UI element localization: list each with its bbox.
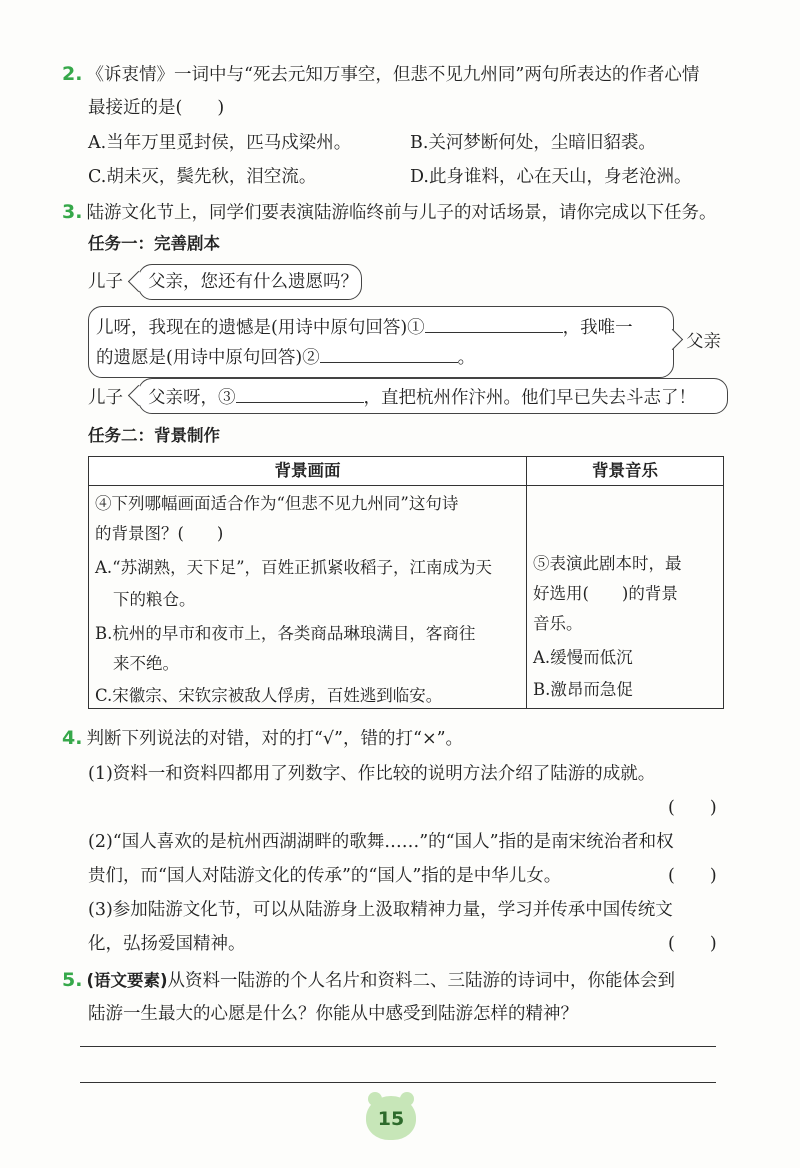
q2-number: 2. — [62, 63, 83, 85]
task2-title: 任务二：背景制作 — [88, 426, 220, 445]
q5-number: 5. — [62, 969, 83, 991]
scene-cell — [89, 486, 527, 709]
q3-sub4-option-a-line1: A.“苏湖熟，天下足”，百姓正抓紧收稻子，江南成为天 — [95, 558, 493, 577]
q2-option-a: A.当年万里觅封侯，匹马戍梁州。 — [88, 133, 352, 153]
son-label-2: 儿子 — [88, 388, 123, 408]
q2-option-b: B.关河梦断何处，尘暗旧貂裘。 — [410, 133, 656, 153]
father-line-1: 儿呀，我现在的遗憾是(用诗中原句回答)① ，我唯一 — [96, 314, 633, 340]
q4-number: 4. — [62, 727, 83, 749]
q3-stem: 3. 陆游文化节上，同学们要表演陆游临终前与儿子的对话场景，请你完成以下任务。 — [62, 201, 717, 223]
q3-sub5-option-b: B.激昂而急促 — [533, 680, 633, 699]
q4-statement-2-line1: (2)“国人喜欢的是杭州西湖湖畔的歌舞……”的“国人”指的是南宋统治者和权 — [88, 832, 674, 852]
q5-tag: (语文要素) — [86, 971, 168, 990]
q3-sub5-line3: 音乐。 — [533, 614, 583, 633]
music-cell — [527, 486, 724, 709]
q2-option-c: C.胡未灭，鬓先秋，泪空流。 — [88, 167, 317, 187]
answer-line-2[interactable] — [80, 1082, 716, 1083]
background-table — [88, 456, 724, 709]
father-line-2: 的遗愿是(用诗中原句回答)② 。 — [96, 344, 475, 370]
page-number: 15 — [366, 1096, 416, 1140]
q3-sub4-option-b-line1: B.杭州的早市和夜市上，各类商品琳琅满目，客商往 — [95, 624, 476, 643]
col-header-music: 背景音乐 — [527, 457, 724, 486]
task1-title: 任务一：完善剧本 — [88, 234, 220, 253]
q3-sub5-line2: 好选用( )的背景 — [533, 584, 678, 603]
q2-option-d: D.此身谁料，心在天山，身老沧洲。 — [410, 167, 692, 187]
answer-blank-1[interactable] — [425, 314, 563, 333]
father-label: 父亲 — [686, 332, 721, 352]
q4-answer-paren-1[interactable]: ( ) — [668, 798, 717, 818]
q4-stem: 4. 判断下列说法的对错，对的打“√”，错的打“×”。 — [62, 727, 464, 749]
q4-statement-3-line1: (3)参加陆游文化节，可以从陆游身上汲取精神力量，学习并传承中国传统文 — [88, 900, 673, 920]
q3-number: 3. — [62, 201, 83, 223]
q2-stem-line1: 2. 《诉衷情》一词中与“死去元知万事空，但悲不见九州同”两句所表达的作者心情 — [62, 63, 700, 85]
answer-blank-2[interactable] — [320, 344, 458, 363]
q3-sub5-line1: ⑤表演此剧本时，最 — [533, 554, 682, 573]
q4-answer-paren-3[interactable]: ( ) — [668, 934, 717, 954]
q3-sub4-option-b-line2: 来不绝。 — [113, 654, 179, 673]
q5-stem-line2: 陆游一生最大的心愿是什么？你能从中感受到陆游怎样的精神？ — [88, 1004, 578, 1024]
q2-stem-line2: 最接近的是( ) — [88, 98, 225, 118]
son-line-2: 父亲呀，③ ，直把杭州作汴州。他们早已失去斗志了！ — [148, 384, 696, 410]
q4-statement-2-line2: 贵们，而“国人对陆游文化的传承”的“国人”指的是中华儿女。 — [88, 866, 562, 886]
q3-sub5-option-a: A.缓慢而低沉 — [533, 648, 633, 667]
q5-stem-line1: 5. (语文要素)从资料一陆游的个人名片和资料二、三陆游的诗词中，你能体会到 — [62, 969, 676, 991]
son-label-1: 儿子 — [88, 272, 123, 292]
answer-line-1[interactable] — [80, 1046, 716, 1047]
q3-sub4-option-a-line2: 下的粮仓。 — [113, 590, 196, 609]
q4-answer-paren-2[interactable]: ( ) — [668, 866, 717, 886]
answer-blank-3[interactable] — [236, 384, 364, 403]
q3-sub4-line1: ④下列哪幅画面适合作为“但悲不见九州同”这句诗 — [95, 494, 459, 513]
col-header-scene: 背景画面 — [89, 457, 527, 486]
q4-statement-3-line2: 化，弘扬爱国精神。 — [88, 934, 246, 954]
q4-statement-1: (1)资料一和资料四都用了列数字、作比较的说明方法介绍了陆游的成就。 — [88, 764, 656, 784]
son-line-1: 父亲，您还有什么遗愿吗？ — [148, 272, 358, 292]
q3-sub4-line2: 的背景图？( ) — [95, 524, 224, 543]
q3-sub4-option-c: C.宋徽宗、宋钦宗被敌人俘虏，百姓逃到临安。 — [95, 686, 443, 705]
